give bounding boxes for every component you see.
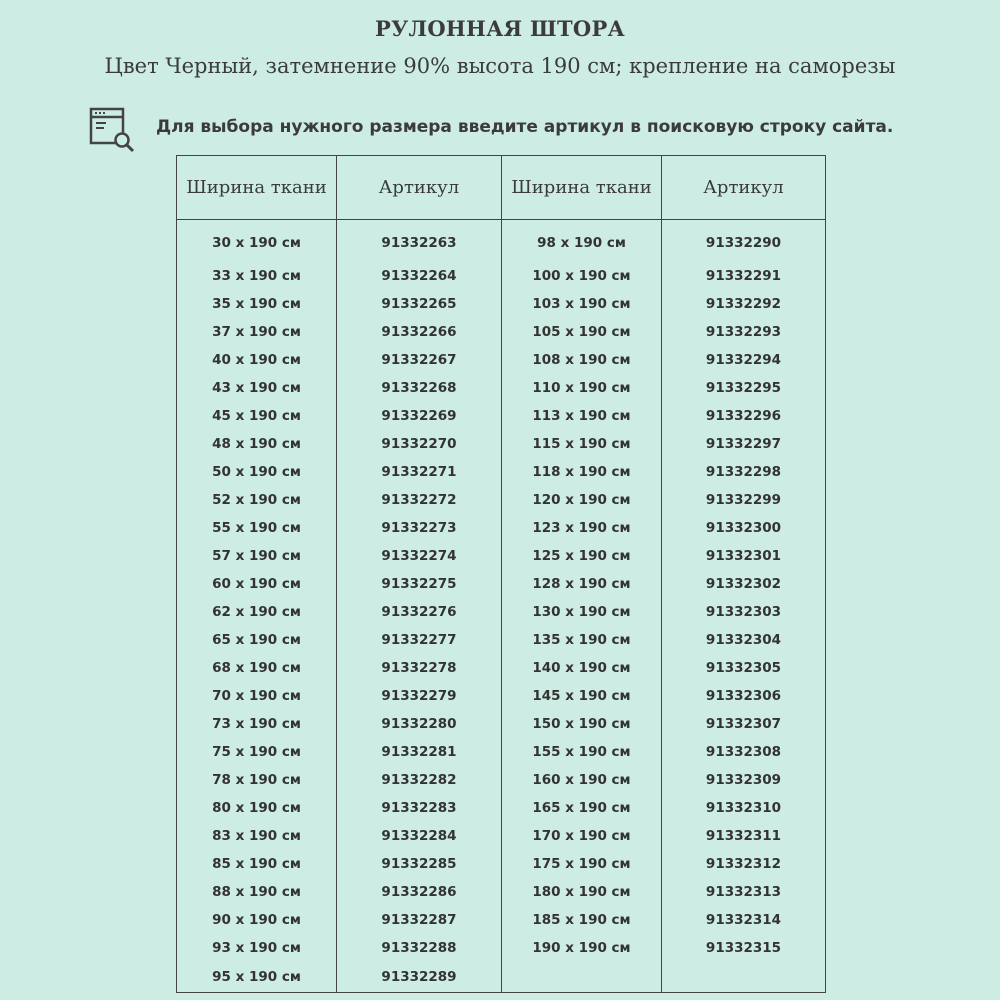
table-row <box>177 682 826 710</box>
width-cell: 78 x 190 см <box>177 766 337 794</box>
width-cell: 93 x 190 см <box>177 934 337 962</box>
article-cell: 91332301 <box>662 542 826 570</box>
article-cell: 91332298 <box>662 458 826 486</box>
article-cell: 91332304 <box>662 626 826 654</box>
article-cell: 91332269 <box>337 402 502 430</box>
width-cell: 128 x 190 см <box>502 570 662 598</box>
article-cell: 91332263 <box>337 220 502 263</box>
width-cell: 68 x 190 см <box>177 654 337 682</box>
article-cell: 91332295 <box>662 374 826 402</box>
width-cell: 123 x 190 см <box>502 514 662 542</box>
article-cell: 91332271 <box>337 458 502 486</box>
article-cell: 91332289 <box>337 962 502 993</box>
size-article-table <box>176 155 826 993</box>
table-row <box>177 962 826 993</box>
article-cell: 91332290 <box>662 220 826 263</box>
search-hint: Для выбора нужного размера введите артикул в поисковую строку сайта. <box>156 117 894 137</box>
width-cell: 88 x 190 см <box>177 878 337 906</box>
width-cell: 125 x 190 см <box>502 542 662 570</box>
width-cell: 160 x 190 см <box>502 766 662 794</box>
article-cell: 91332305 <box>662 654 826 682</box>
article-cell: 91332284 <box>337 822 502 850</box>
width-cell: 40 x 190 см <box>177 346 337 374</box>
width-cell: 50 x 190 см <box>177 458 337 486</box>
table-row <box>177 570 826 598</box>
table-row <box>177 878 826 906</box>
article-cell: 91332294 <box>662 346 826 374</box>
col-header-width: Ширина ткани <box>502 156 662 220</box>
width-cell: 98 x 190 см <box>502 220 662 263</box>
width-cell: 185 x 190 см <box>502 906 662 934</box>
page-title: РУЛОННАЯ ШТОРА <box>375 16 625 41</box>
table-row <box>177 458 826 486</box>
width-cell: 65 x 190 см <box>177 626 337 654</box>
width-cell: 60 x 190 см <box>177 570 337 598</box>
article-cell: 91332306 <box>662 682 826 710</box>
article-cell: 91332280 <box>337 710 502 738</box>
article-cell: 91332292 <box>662 290 826 318</box>
width-cell: 57 x 190 см <box>177 542 337 570</box>
col-header-width: Ширина ткани <box>177 156 337 220</box>
table-row <box>177 374 826 402</box>
article-cell: 91332288 <box>337 934 502 962</box>
width-cell <box>502 962 662 993</box>
article-cell: 91332296 <box>662 402 826 430</box>
article-cell: 91332307 <box>662 710 826 738</box>
article-cell: 91332309 <box>662 766 826 794</box>
article-cell: 91332312 <box>662 850 826 878</box>
article-cell: 91332281 <box>337 738 502 766</box>
article-cell: 91332285 <box>337 850 502 878</box>
article-cell: 91332276 <box>337 598 502 626</box>
article-cell: 91332315 <box>662 934 826 962</box>
width-cell: 145 x 190 см <box>502 682 662 710</box>
article-cell: 91332282 <box>337 766 502 794</box>
table-row <box>177 290 826 318</box>
article-cell: 91332268 <box>337 374 502 402</box>
width-cell: 150 x 190 см <box>502 710 662 738</box>
article-cell: 91332299 <box>662 486 826 514</box>
width-cell: 115 x 190 см <box>502 430 662 458</box>
table-row <box>177 486 826 514</box>
table-row <box>177 542 826 570</box>
table-row <box>177 626 826 654</box>
article-cell: 91332291 <box>662 262 826 290</box>
article-cell: 91332300 <box>662 514 826 542</box>
article-cell: 91332274 <box>337 542 502 570</box>
width-cell: 100 x 190 см <box>502 262 662 290</box>
article-cell: 91332297 <box>662 430 826 458</box>
width-cell: 118 x 190 см <box>502 458 662 486</box>
width-cell: 48 x 190 см <box>177 430 337 458</box>
article-cell: 91332302 <box>662 570 826 598</box>
table-row <box>177 346 826 374</box>
table-row <box>177 850 826 878</box>
article-cell: 91332314 <box>662 906 826 934</box>
article-cell: 91332283 <box>337 794 502 822</box>
width-cell: 165 x 190 см <box>502 794 662 822</box>
article-cell: 91332313 <box>662 878 826 906</box>
article-cell: 91332270 <box>337 430 502 458</box>
width-cell: 55 x 190 см <box>177 514 337 542</box>
article-cell: 91332266 <box>337 318 502 346</box>
width-cell: 103 x 190 см <box>502 290 662 318</box>
width-cell: 135 x 190 см <box>502 626 662 654</box>
table-row <box>177 318 826 346</box>
article-cell: 91332308 <box>662 738 826 766</box>
table-row <box>177 822 826 850</box>
width-cell: 120 x 190 см <box>502 486 662 514</box>
width-cell: 75 x 190 см <box>177 738 337 766</box>
table-row <box>177 430 826 458</box>
width-cell: 95 x 190 см <box>177 962 337 993</box>
browser-search-icon <box>88 106 136 154</box>
page-subtitle: Цвет Черный, затемнение 90% высота 190 см; крепление на саморезы <box>104 54 896 78</box>
table-row <box>177 402 826 430</box>
table-row <box>177 738 826 766</box>
article-cell: 91332310 <box>662 794 826 822</box>
article-cell: 91332278 <box>337 654 502 682</box>
width-cell: 175 x 190 см <box>502 850 662 878</box>
width-cell: 130 x 190 см <box>502 598 662 626</box>
table-row <box>177 654 826 682</box>
article-cell: 91332264 <box>337 262 502 290</box>
table-header-row <box>177 156 826 220</box>
width-cell: 110 x 190 см <box>502 374 662 402</box>
width-cell: 73 x 190 см <box>177 710 337 738</box>
width-cell: 105 x 190 см <box>502 318 662 346</box>
width-cell: 85 x 190 см <box>177 850 337 878</box>
width-cell: 108 x 190 см <box>502 346 662 374</box>
width-cell: 62 x 190 см <box>177 598 337 626</box>
article-cell: 91332277 <box>337 626 502 654</box>
article-cell <box>662 962 826 993</box>
article-cell: 91332272 <box>337 486 502 514</box>
article-cell: 91332275 <box>337 570 502 598</box>
width-cell: 170 x 190 см <box>502 822 662 850</box>
width-cell: 33 x 190 см <box>177 262 337 290</box>
col-header-article: Артикул <box>662 156 826 220</box>
table-row <box>177 710 826 738</box>
table-row <box>177 262 826 290</box>
article-cell: 91332286 <box>337 878 502 906</box>
width-cell: 113 x 190 см <box>502 402 662 430</box>
width-cell: 35 x 190 см <box>177 290 337 318</box>
table-row <box>177 220 826 263</box>
article-cell: 91332293 <box>662 318 826 346</box>
width-cell: 80 x 190 см <box>177 794 337 822</box>
width-cell: 140 x 190 см <box>502 654 662 682</box>
table-row <box>177 514 826 542</box>
width-cell: 30 x 190 см <box>177 220 337 263</box>
width-cell: 90 x 190 см <box>177 906 337 934</box>
width-cell: 155 x 190 см <box>502 738 662 766</box>
width-cell: 190 x 190 см <box>502 934 662 962</box>
table-row <box>177 794 826 822</box>
article-cell: 91332279 <box>337 682 502 710</box>
table-row <box>177 598 826 626</box>
article-cell: 91332267 <box>337 346 502 374</box>
table-row <box>177 934 826 962</box>
width-cell: 83 x 190 см <box>177 822 337 850</box>
width-cell: 70 x 190 см <box>177 682 337 710</box>
width-cell: 37 x 190 см <box>177 318 337 346</box>
article-cell: 91332311 <box>662 822 826 850</box>
article-cell: 91332303 <box>662 598 826 626</box>
article-cell: 91332287 <box>337 906 502 934</box>
table-row <box>177 766 826 794</box>
width-cell: 52 x 190 см <box>177 486 337 514</box>
table-row <box>177 906 826 934</box>
article-cell: 91332265 <box>337 290 502 318</box>
width-cell: 180 x 190 см <box>502 878 662 906</box>
col-header-article: Артикул <box>337 156 502 220</box>
article-cell: 91332273 <box>337 514 502 542</box>
width-cell: 45 x 190 см <box>177 402 337 430</box>
width-cell: 43 x 190 см <box>177 374 337 402</box>
